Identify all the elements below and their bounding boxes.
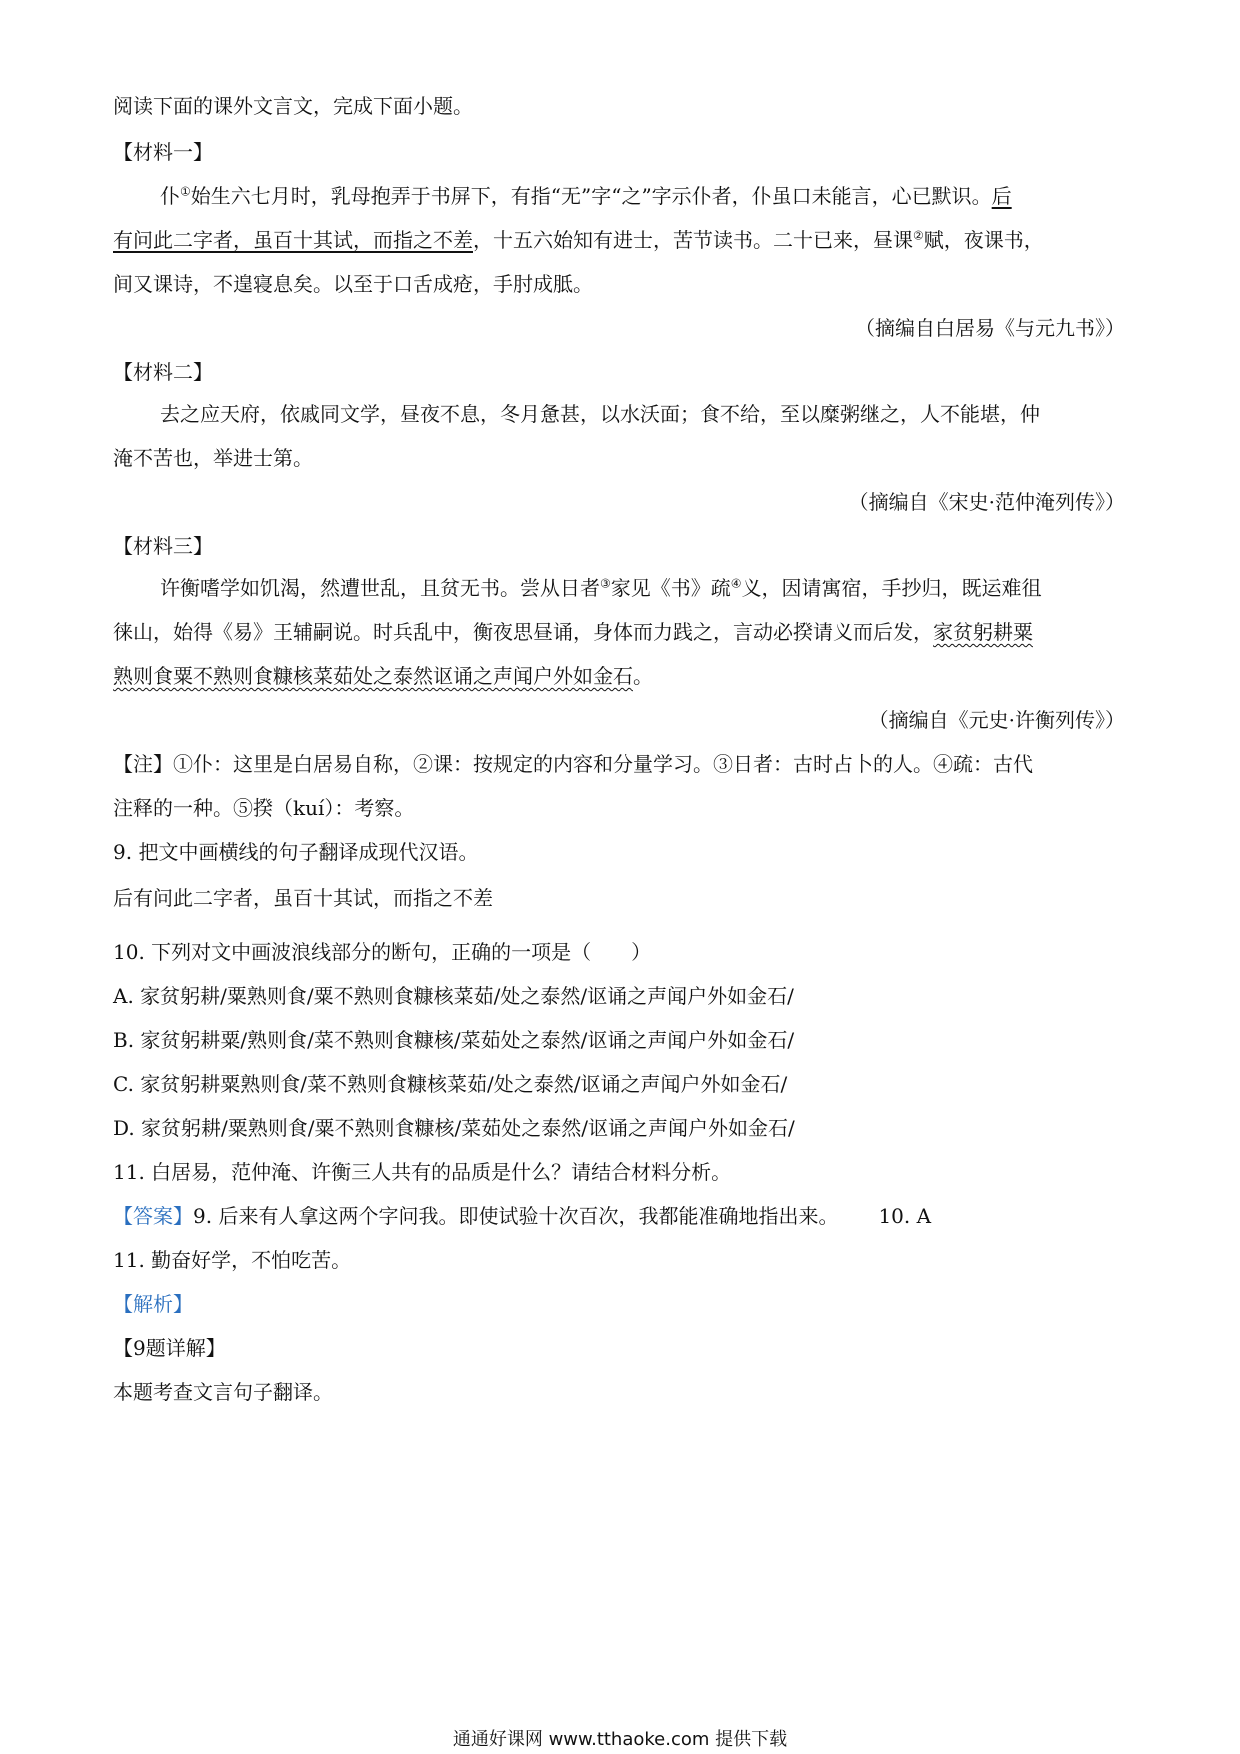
page-footer: 通通好课网 www.tthaoke.com 提供下载 — [452, 1729, 788, 1750]
wavy-underlined-text: 家贫躬耕粟 — [933, 620, 1033, 644]
material-2-line-2: 淹不苦也，举进士第。 — [113, 446, 313, 470]
question-10-option-a: A. 家贫躬耕/粟熟则食/粟不熟则食糠核菜茹/处之泰然/讴诵之声闻户外如金石/ — [113, 984, 794, 1008]
material-2-line-1: 去之应天府，依戚同文学，昼夜不息，冬月惫甚，以水沃面；食不给，至以糜粥继之，人不能堪，仲 — [160, 402, 1040, 426]
question-10-option-d: D. 家贫躬耕/粟熟则食/粟不熟则食糠核/菜茹处之泰然/讴诵之声闻户外如金石/ — [113, 1116, 795, 1140]
answer-label: 【答案】 — [113, 1204, 193, 1228]
footnote-marker: ④ — [730, 576, 742, 591]
question-10-option-c: C. 家贫躬耕粟熟则食/菜不熟则食糠核菜茹/处之泰然/讴诵之声闻户外如金石/ — [113, 1072, 788, 1096]
material-3-line-3: 熟则食粟不熟则食糠核菜茹处之泰然讴诵之声闻户外如金石。 — [113, 664, 653, 688]
answer-11: 11. 勤奋好学，不怕吃苦。 — [113, 1248, 352, 1272]
answer-9: 9. 后来有人拿这两个字问我。即使试验十次百次，我都能准确地指出来。 — [193, 1204, 839, 1228]
material-1-heading: 【材料一】 — [113, 140, 213, 164]
notes-line-2: 注释的一种。⑤揆（kuí）：考察。 — [113, 796, 415, 820]
material-1-source: （摘编自白居易《与元九书》） — [855, 316, 1125, 340]
material-1-line-3: 间又课诗，不遑寝息矣。以至于口舌成疮，手肘成胝。 — [113, 272, 593, 296]
material-1-line-1: 仆①始生六七月时，乳母抱弄于书屏下，有指“无”字“之”字示仆者，仆虽口未能言，心已默识。后 — [160, 184, 1012, 208]
question-10-option-b: B. 家贫躬耕粟/熟则食/菜不熟则食糠核/菜茹处之泰然/讴诵之声闻户外如金石/ — [113, 1028, 795, 1052]
analysis-label: 【解析】 — [113, 1292, 193, 1316]
analysis-q9-heading: 【9题详解】 — [113, 1336, 226, 1360]
question-11-stem: 11. 白居易，范仲淹、许衡三人共有的品质是什么？请结合材料分析。 — [113, 1160, 732, 1184]
material-3-source: （摘编自《元史·许衡列传》） — [868, 708, 1125, 732]
footnote-marker: ② — [913, 228, 924, 243]
footnote-marker: ① — [180, 184, 191, 199]
answer-line — [113, 1202, 1133, 1230]
underlined-sentence: 后 — [991, 184, 1012, 208]
wavy-underlined-text: 熟则食粟不熟则食糠核菜茹处之泰然讴诵之声闻户外如金石 — [113, 664, 633, 688]
notes-line-1: 【注】①仆：这里是白居易自称，②课：按规定的内容和分量学习。③日者：古时占卜的人。④疏：古代 — [113, 752, 1033, 776]
material-1-line-2: 有问此二字者，虽百十其试，而指之不差，十五六始知有进士，苦节读书。二十已来，昼课②赋，夜课书， — [113, 228, 1044, 252]
material-3-heading: 【材料三】 — [113, 534, 213, 558]
underlined-sentence: 有问此二字者，虽百十其试，而指之不差 — [113, 228, 473, 252]
analysis-q9-text: 本题考查文言句子翻译。 — [113, 1380, 333, 1404]
question-9-sentence: 后有问此二字者，虽百十其试，而指之不差 — [113, 886, 493, 910]
material-2-source: （摘编自《宋史·范仲淹列传》） — [848, 490, 1125, 514]
question-9-stem: 9. 把文中画横线的句子翻译成现代汉语。 — [113, 840, 479, 864]
material-2-heading: 【材料二】 — [113, 360, 213, 384]
answer-10: 10. A — [878, 1204, 932, 1228]
footnote-marker: ③ — [600, 576, 611, 591]
question-10-stem: 10. 下列对文中画波浪线部分的断句，正确的一项是（ ） — [113, 940, 652, 964]
intro-text: 阅读下面的课外文言文，完成下面小题。 — [113, 94, 473, 118]
material-3-line-1: 许衡嗜学如饥渴，然遭世乱，且贫无书。尝从日者③家见《书》疏④义，因请寓宿，手抄归，既运难徂 — [160, 576, 1042, 600]
material-3-line-2: 徕山，始得《易》王辅嗣说。时兵乱中，衡夜思昼诵，身体而力践之，言动必揆请义而后发，家贫躬耕粟 — [113, 620, 1033, 644]
